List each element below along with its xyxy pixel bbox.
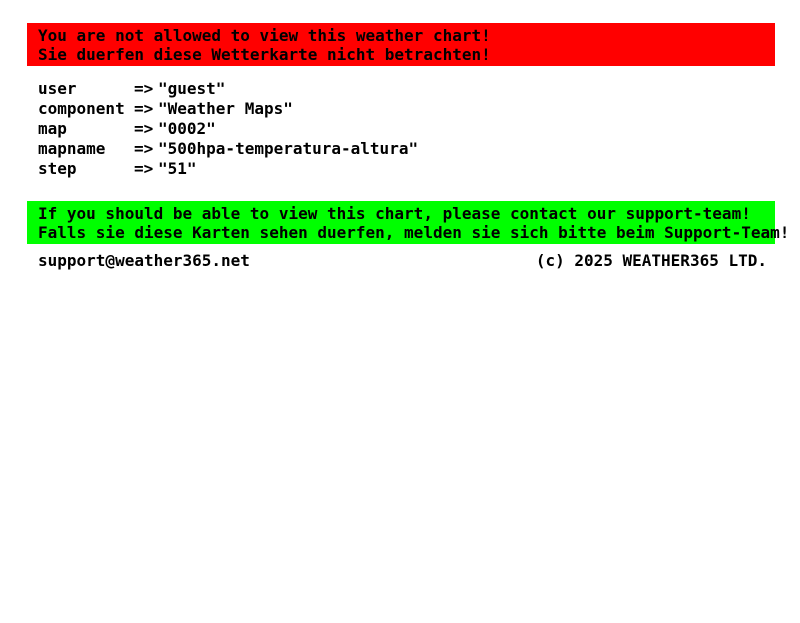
detail-value: "51" [158, 159, 197, 178]
detail-arrow: => [134, 79, 154, 98]
support-email: support@weather365.net [38, 251, 250, 270]
error-message-de: Sie duerfen diese Wetterkarte nicht betrachten! [38, 45, 491, 64]
detail-row-user [38, 79, 800, 99]
access-denied-page [0, 23, 800, 623]
detail-key: mapname [38, 139, 106, 158]
detail-value: "500hpa-temperatura-altura" [158, 139, 419, 158]
detail-value: "guest" [158, 79, 226, 98]
detail-arrow: => [134, 159, 154, 178]
support-banner [27, 201, 790, 244]
detail-arrow: => [134, 99, 154, 118]
support-message-en: If you should be able to view this chart, please contact our support-team! [38, 204, 751, 223]
detail-key: map [38, 119, 67, 138]
request-details-list [38, 79, 800, 179]
detail-arrow: => [134, 119, 154, 138]
support-message-de: Falls sie diese Karten sehen duerfen, melden sie sich bitte beim Support-Team! [38, 223, 790, 242]
footer [0, 251, 800, 271]
detail-row-map [38, 119, 800, 139]
detail-key: component [38, 99, 125, 118]
detail-key: user [38, 79, 77, 98]
detail-row-component [38, 99, 800, 119]
detail-value: "0002" [158, 119, 216, 138]
detail-row-step [38, 159, 800, 179]
copyright-notice: (c) 2025 WEATHER365 LTD. [535, 251, 767, 270]
error-banner [27, 23, 775, 66]
detail-row-mapname [38, 139, 800, 159]
detail-value: "Weather Maps" [158, 99, 293, 118]
detail-arrow: => [134, 139, 154, 158]
detail-key: step [38, 159, 77, 178]
error-message-en: You are not allowed to view this weather chart! [38, 26, 491, 45]
